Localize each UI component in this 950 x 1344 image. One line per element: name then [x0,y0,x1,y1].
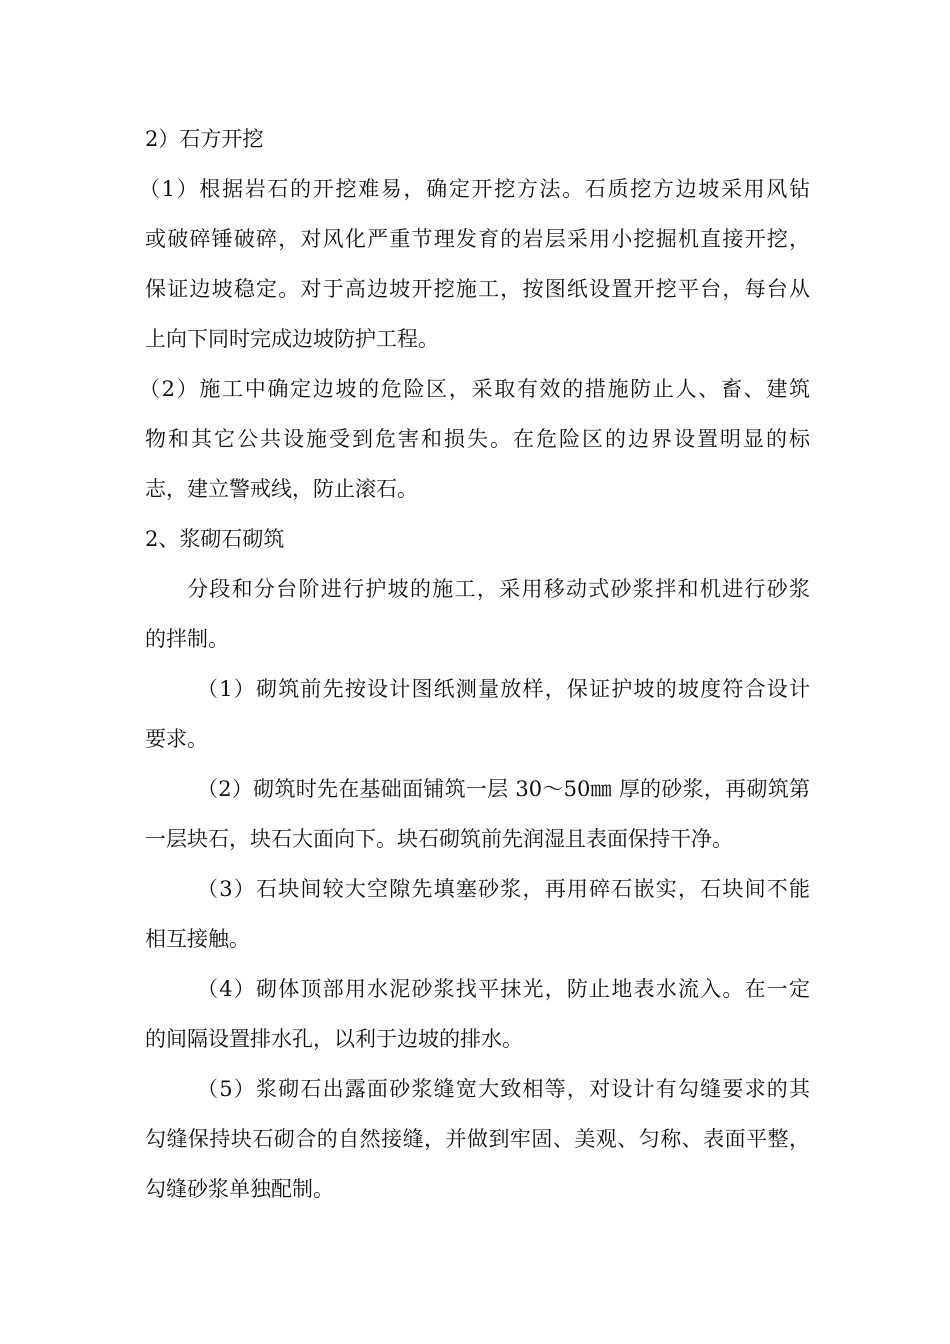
paragraph-line: （5）浆砌石出露面砂浆缝宽大致相等，对设计有勾缝要求的其 [197,1077,810,1101]
paragraph-line: 一层块石，块石大面向下。块石砌筑前先润湿且表面保持干净。 [145,827,733,851]
paragraph-line: （3）石块间较大空隙先填塞砂浆，再用碎石嵌实，石块间不能 [197,877,810,901]
paragraph-line: 或破碎锤破碎，对风化严重节理发育的岩层采用小挖掘机直接开挖， [145,227,810,251]
paragraph-line: （4）砌体顶部用水泥砂浆找平抹光，防止地表水流入。在一定 [197,977,810,1001]
paragraph-line: （1）根据岩石的开挖难易，确定开挖方法。石质挖方边坡采用风钻 [139,177,810,201]
document-body [139,114,810,1214]
paragraph-line: 的间隔设置排水孔，以利于边坡的排水。 [145,1027,523,1051]
paragraph-line: 勾缝保持块石砌合的自然接缝，并做到牢固、美观、匀称、表面平整， [145,1127,810,1151]
paragraph-line: 上向下同时完成边坡防护工程。 [145,327,439,351]
paragraph-line: 勾缝砂浆单独配制。 [145,1177,334,1201]
paragraph-line: （2）砌筑时先在基础面铺筑一层 30～50㎜ 厚的砂浆，再砌筑第 [197,777,810,801]
paragraph-line: 相互接触。 [145,927,250,951]
paragraph-line: 的拌制。 [145,627,229,651]
paragraph-line: 保证边坡稳定。对于高边坡开挖施工，按图纸设置开挖平台，每台从 [145,277,810,301]
section-heading-rock-excavation: 2）石方开挖 [145,127,264,151]
paragraph-line: 要求。 [145,727,208,751]
paragraph-line: 物和其它公共设施受到危害和损失。在危险区的边界设置明显的标 [145,427,810,451]
paragraph-line: （1）砌筑前先按设计图纸测量放样，保证护坡的坡度符合设计 [197,677,810,701]
section-heading-masonry: 2、浆砌石砌筑 [145,527,285,551]
paragraph-line: （2）施工中确定边坡的危险区，采取有效的措施防止人、畜、建筑 [139,377,810,401]
paragraph-line: 志，建立警戒线，防止滚石。 [145,477,418,501]
paragraph-line: 分段和分台阶进行护坡的施工，采用移动式砂浆拌和机进行砂浆 [187,577,810,601]
